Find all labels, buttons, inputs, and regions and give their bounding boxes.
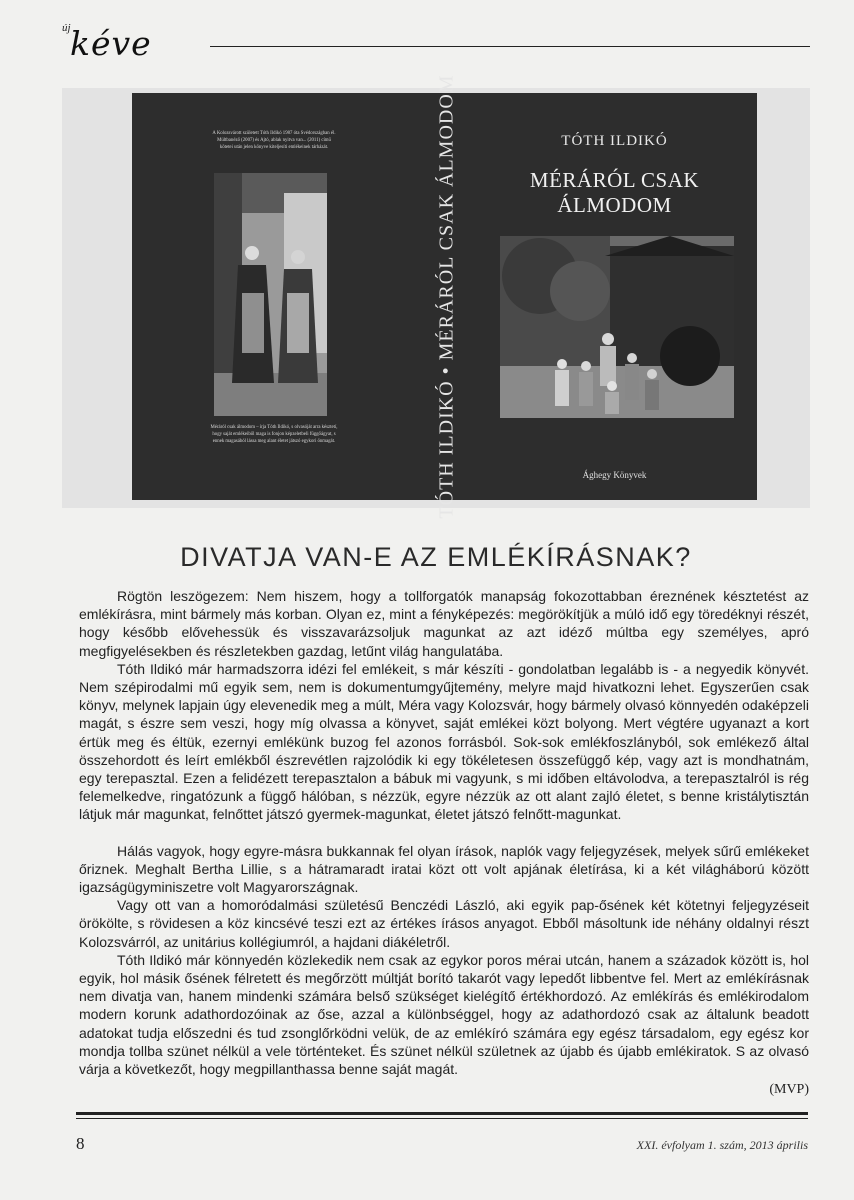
article-headline: DIVATJA VAN-E AZ EMLÉKÍRÁSNAK? (180, 542, 692, 573)
book-spine (425, 74, 469, 519)
book-publisher: Ághegy Könyvek (582, 470, 647, 480)
article-body (79, 587, 809, 1099)
back-cover-blurb: A Kolozsvárott született Tóth Ildikó 1987 óta Svédországban él. Múltbanéző (2007) és Ajtó, ablak nyitva van... (2011) című kötetei után jelen könyve kiteljesíti emlékeinek tárházát. (212, 131, 336, 150)
article-paragraph: Rögtön leszögezem: Nem hiszem, hogy a tollforgatók manapság fokozottabban éreznének késztetést az emlékírásra, mint bármely más korban. Olyan ez, mint a fényképezés: megörökítjük a múló idő egy töredéknyi részét, hogy később elővehessük és visszavarázsoljuk magunkat az azt idéző múltba egy személyes, apró megfigyelésekben és részletekben gazdag, letűnt világ hangulatába. (79, 588, 809, 659)
article-paragraph: Tóth Ildikó már könnyedén közlekedik nem csak az egykor poros mérai utcán, hanem a századok között is, hol egyik, hol másik ősének félretett és megőrzött múltját borító takarót vagy lepedőt libbentve fel. Mert az emlékírásnak nem divatja van, hanem mindenki számára belső szükséget kielégítő értékhordozó. Az emlékírás és emlékirodalom modern korunk adathordozóinak az őse, azzal a különbséggel, hogy az adathordozó csak az általunk beadott adatokat tudja előszedni és tud zsonglőrködni velük, de az emlékíró számára egy egész társadalom, egy egész kor mondja tollba szünet nélkül a vele történteket. És szünet nélkül születnek az újabb és újabb emlékiratok. S az olvasó várja a következőt, hogy megpillanthassa benne saját magát. (79, 951, 809, 1078)
back-cover-caption: Méráról csak álmodom – írja Tóth Ildikó, s olvasóját arra késztetí, hogy saját emlékeiből maga is fonjon képzeletbeli függőágyat, s ennek magasából lássa meg alant életet játszó egykori önmagát. (210, 425, 338, 444)
back-cover-photo (214, 173, 327, 416)
front-cover (472, 93, 757, 500)
article-paragraph: Vagy ott van a homoródalmási születésű Benczédi László, aki egyik pap-ősének két kötetnyi feljegyzéseit örökölte, s rövidesen a köz kincsévé teszi ezt az értékes írásos anyagot. Ebből másoltunk ide néhány oldalnyi részt Kolozsvárról, az unitárius kollégiumról, a hajdani diákéletről. (79, 897, 809, 950)
issue-info: XXI. évfolyam 1. szám, 2013 április (636, 1138, 808, 1152)
masthead (62, 20, 810, 63)
book-title: MÉRÁRÓL CSAK ÁLMODOM (529, 168, 700, 217)
masthead-rule (210, 46, 810, 47)
page-number: 8 (76, 1134, 85, 1153)
article-signature: (MVP) (769, 1082, 809, 1098)
footer-rule (76, 1112, 808, 1115)
book-author: TÓTH ILDIKÓ (561, 133, 668, 149)
article-paragraph: Hálás vagyok, hogy egyre-másra bukkannak fel olyan írások, naplók vagy feljegyzések, melyek sűrű emlékeket őriznek. Meghalt Bertha Lillie, s a hátramaradt iratai közt ott volt apjának életírása, ki a két világháború között igazságügyminiszetre volt Magyarországnak. (79, 842, 809, 896)
article-paragraph: Tóth Ildikó már harmadszorra idézi fel emlékeit, s már készíti - gondolatban legalább is - a negyedik könyvét. Nem szépirodalmi mű egyik sem, nem is dokumentumgyűjtemény, melyre majd hivatkozni lehet. Egyszerűen csak könyv, melynek lapjain úgy elevenedik meg a múlt, Méra vagy Kolozsvár, hogy bármely olvasó könnyedén odaképzeli magát, s észre sem veszi, hogy míg olvassa a könyvet, saját emlékei közt bolyong. Mert végtére ugyanazt a kort értük meg és éltük, ezernyi emlékünk buzog fel azonos forrásból. Sok-sok emlékfoszlányból, sok emlékező által összehordott és leírt emlékből észrevétlen rajzolódik ki egy tökéletesen összefüggő kép, vagy azt is mondhatnám, egy terepasztal. Ezen a felidézett terepasztalon a bábuk mi vagyunk, s mi időben eltávolodva, a terepasztalról is rég felemelkedve, ringatózunk a függő hálóban, s nézzük, egyre nézzük az ott alant zajló életet, s benne kristálytisztán látjuk már magunkat, felnőttet játszó gyermek-magunkat, életet játszó felnőtt-magunkat. (79, 660, 809, 823)
book-cover (132, 74, 757, 519)
masthead-title: kéve (70, 24, 152, 63)
masthead-prefix: új (62, 22, 71, 34)
footer-rule-thin (76, 1118, 808, 1119)
spine-text: TÓTH ILDIKÓ • MÉRÁRÓL CSAK ÁLMODOM (435, 74, 458, 519)
back-cover (132, 93, 422, 500)
front-cover-photo (500, 236, 734, 418)
